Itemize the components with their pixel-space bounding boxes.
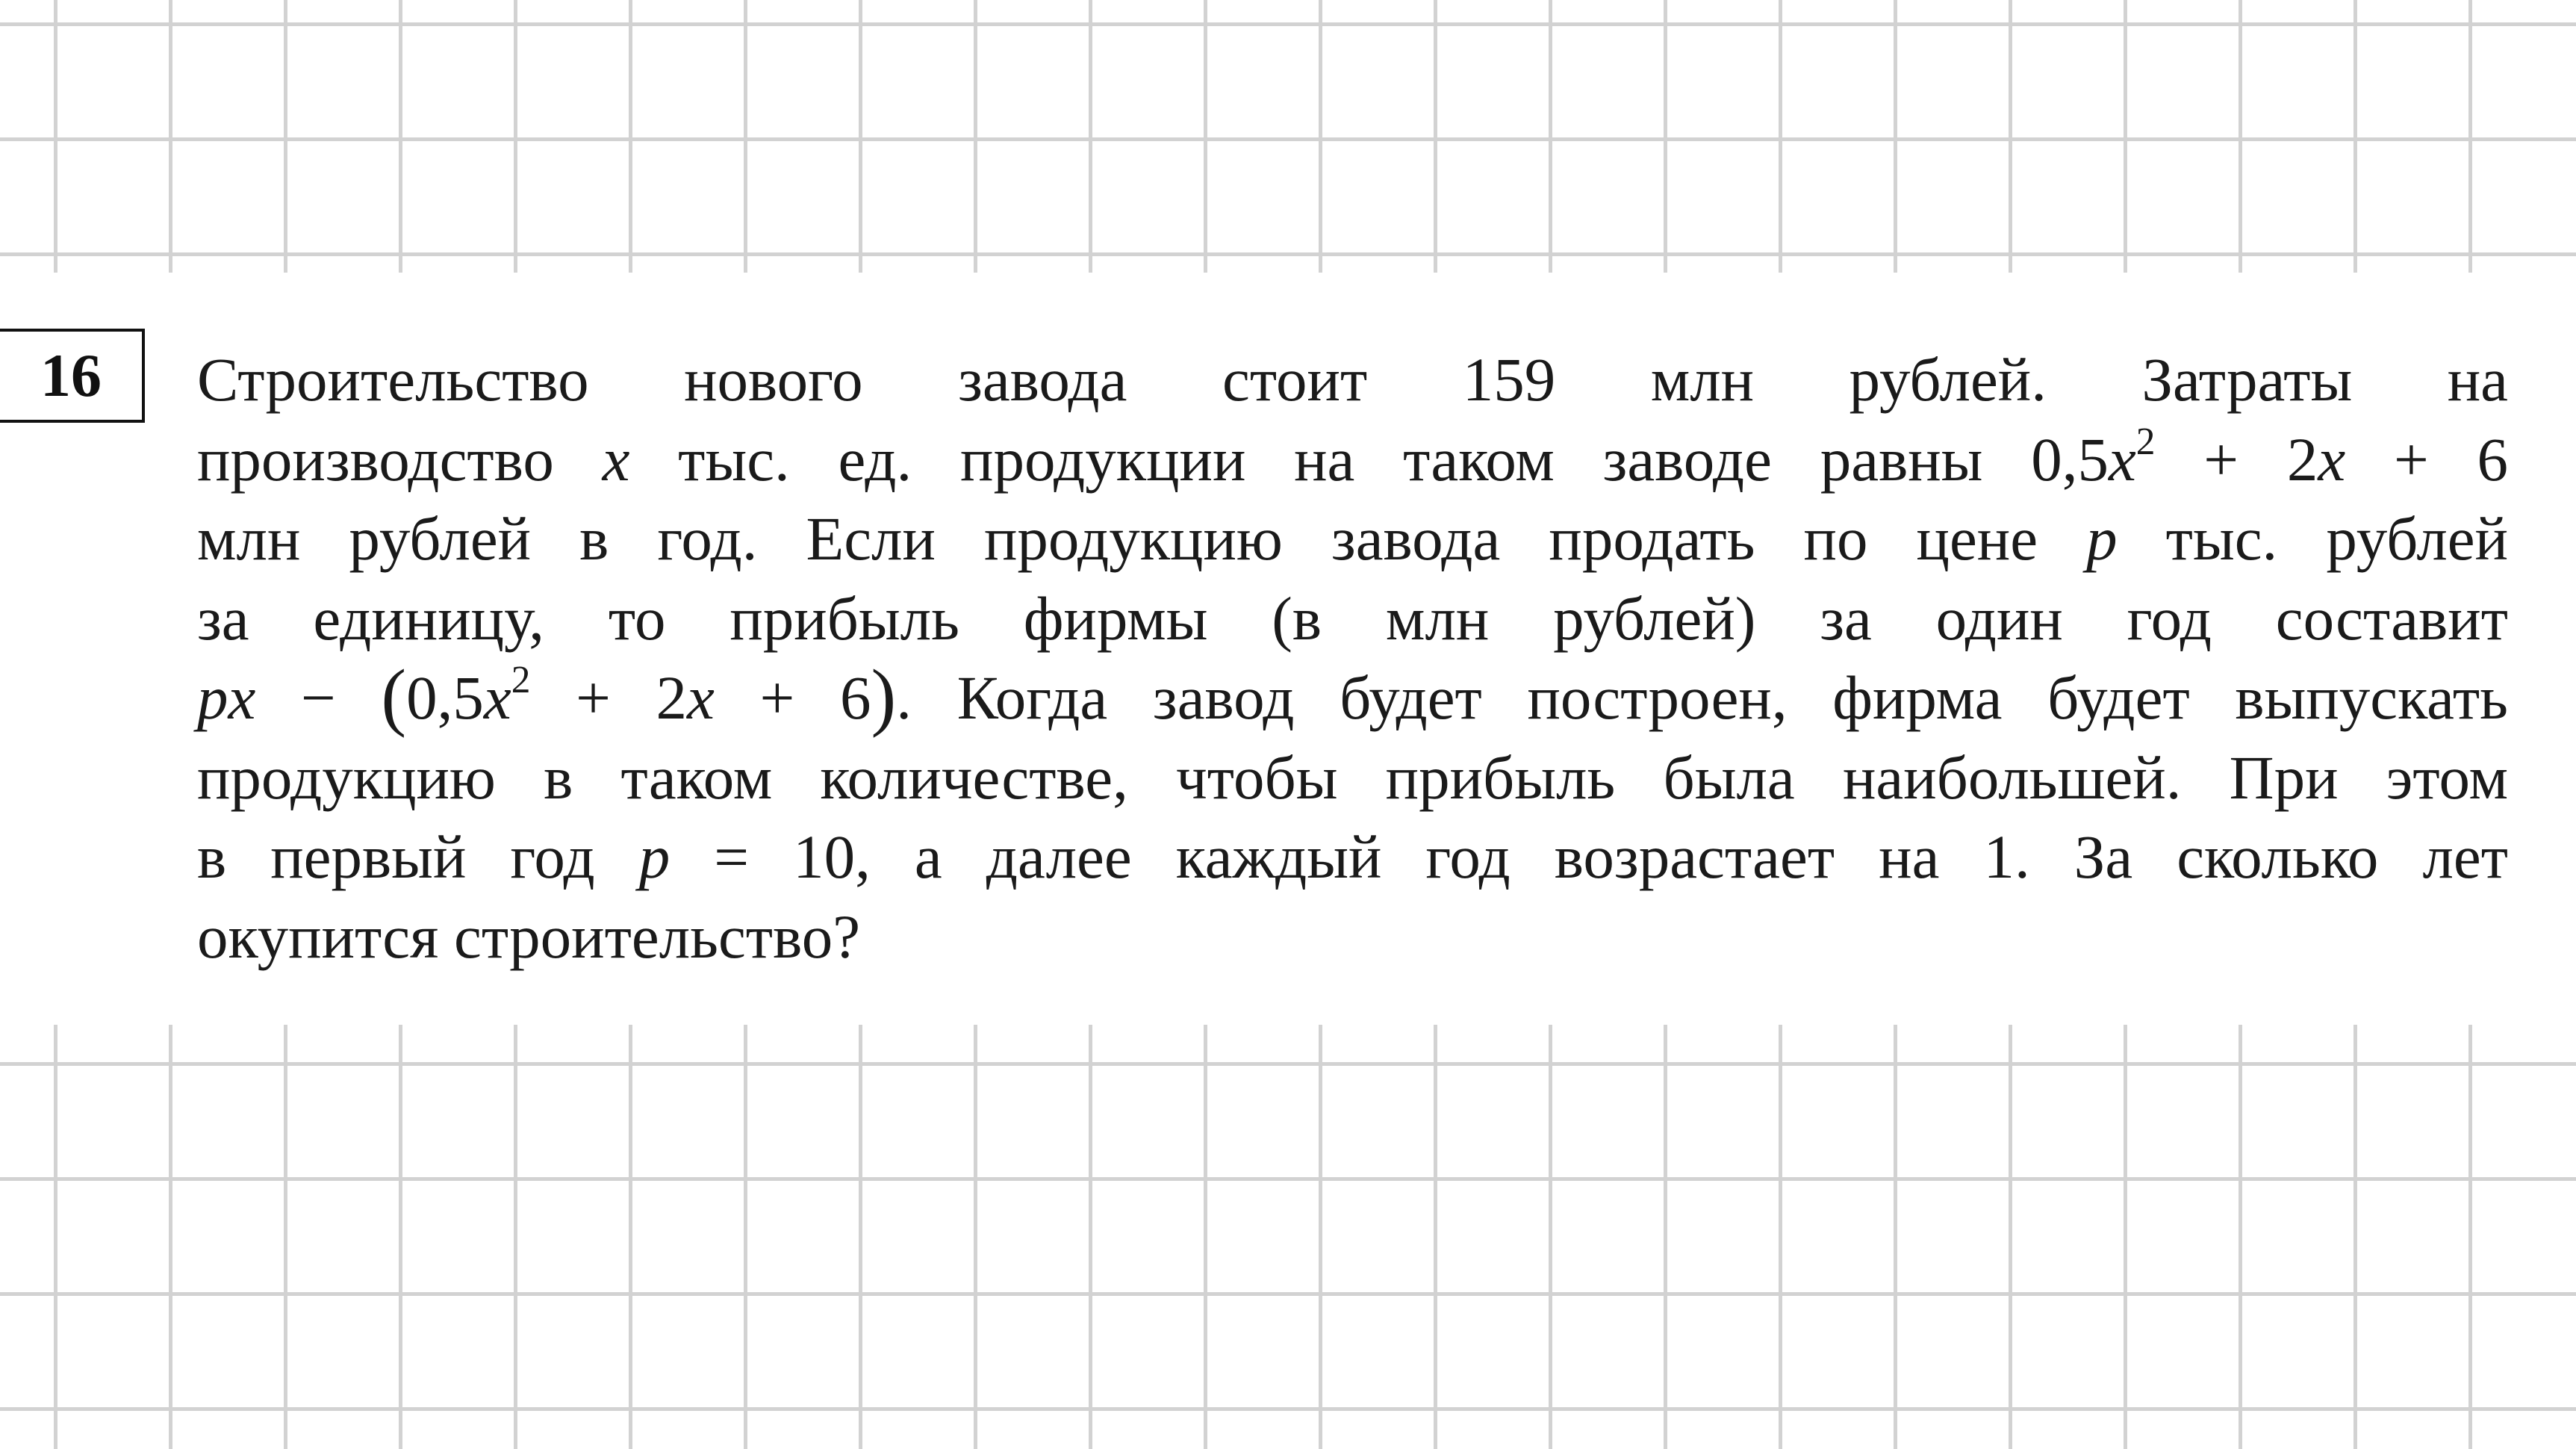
paren-open: (	[381, 654, 407, 739]
math-var-p: p	[2086, 504, 2118, 573]
text: 0,5	[406, 663, 484, 732]
math-var-x: x	[2318, 424, 2346, 494]
problem-line-4: за единицу, то прибыль фирмы (в млн рублей) за один год составит	[197, 583, 2508, 653]
problem-line-2	[197, 420, 2508, 500]
problem-line-1: Строительство нового завода стоит 159 млн рублей. Затраты на	[197, 345, 2508, 414]
math-var-x: x	[483, 663, 511, 732]
text: + 6	[714, 663, 871, 732]
text: + 6	[2345, 424, 2508, 494]
math-var-x: x	[602, 424, 630, 494]
graph-paper-top	[0, 0, 2576, 273]
math-var-p: p	[638, 822, 671, 891]
text: = 10, а далее каждый год возрастает на 1. За сколько лет	[670, 822, 2508, 891]
problem-line-7	[197, 817, 2508, 897]
paren-close: )	[871, 654, 897, 739]
text: . Когда завод будет построен, фирма будет выпускать	[896, 663, 2508, 732]
problem-line-3	[197, 499, 2508, 579]
math-var-px: px	[197, 663, 256, 732]
task-number: 16	[0, 329, 145, 423]
exponent: 2	[2135, 420, 2156, 463]
text: −	[255, 663, 382, 732]
text: + 2	[530, 663, 688, 732]
text: + 2	[2155, 424, 2318, 494]
text: тыс. ед. продукции на таком заводе равны 0,5	[629, 424, 2109, 494]
math-var-x: x	[687, 663, 715, 732]
problem-line-8: окупится строительство?	[197, 902, 861, 971]
graph-paper-bottom	[0, 1025, 2576, 1449]
text: в первый год	[197, 822, 639, 891]
text: млн рублей в год. Если продукцию завода продать по цене	[197, 504, 2087, 573]
problem-statement	[197, 340, 2508, 976]
text: производство	[197, 424, 603, 494]
problem-line-6: продукцию в таком количестве, чтобы прибыль была наибольшей. При этом	[197, 742, 2508, 812]
exponent: 2	[511, 659, 531, 702]
problem-line-5	[197, 654, 2508, 739]
text: тыс. рублей	[2117, 504, 2509, 573]
math-var-x: x	[2108, 424, 2136, 494]
